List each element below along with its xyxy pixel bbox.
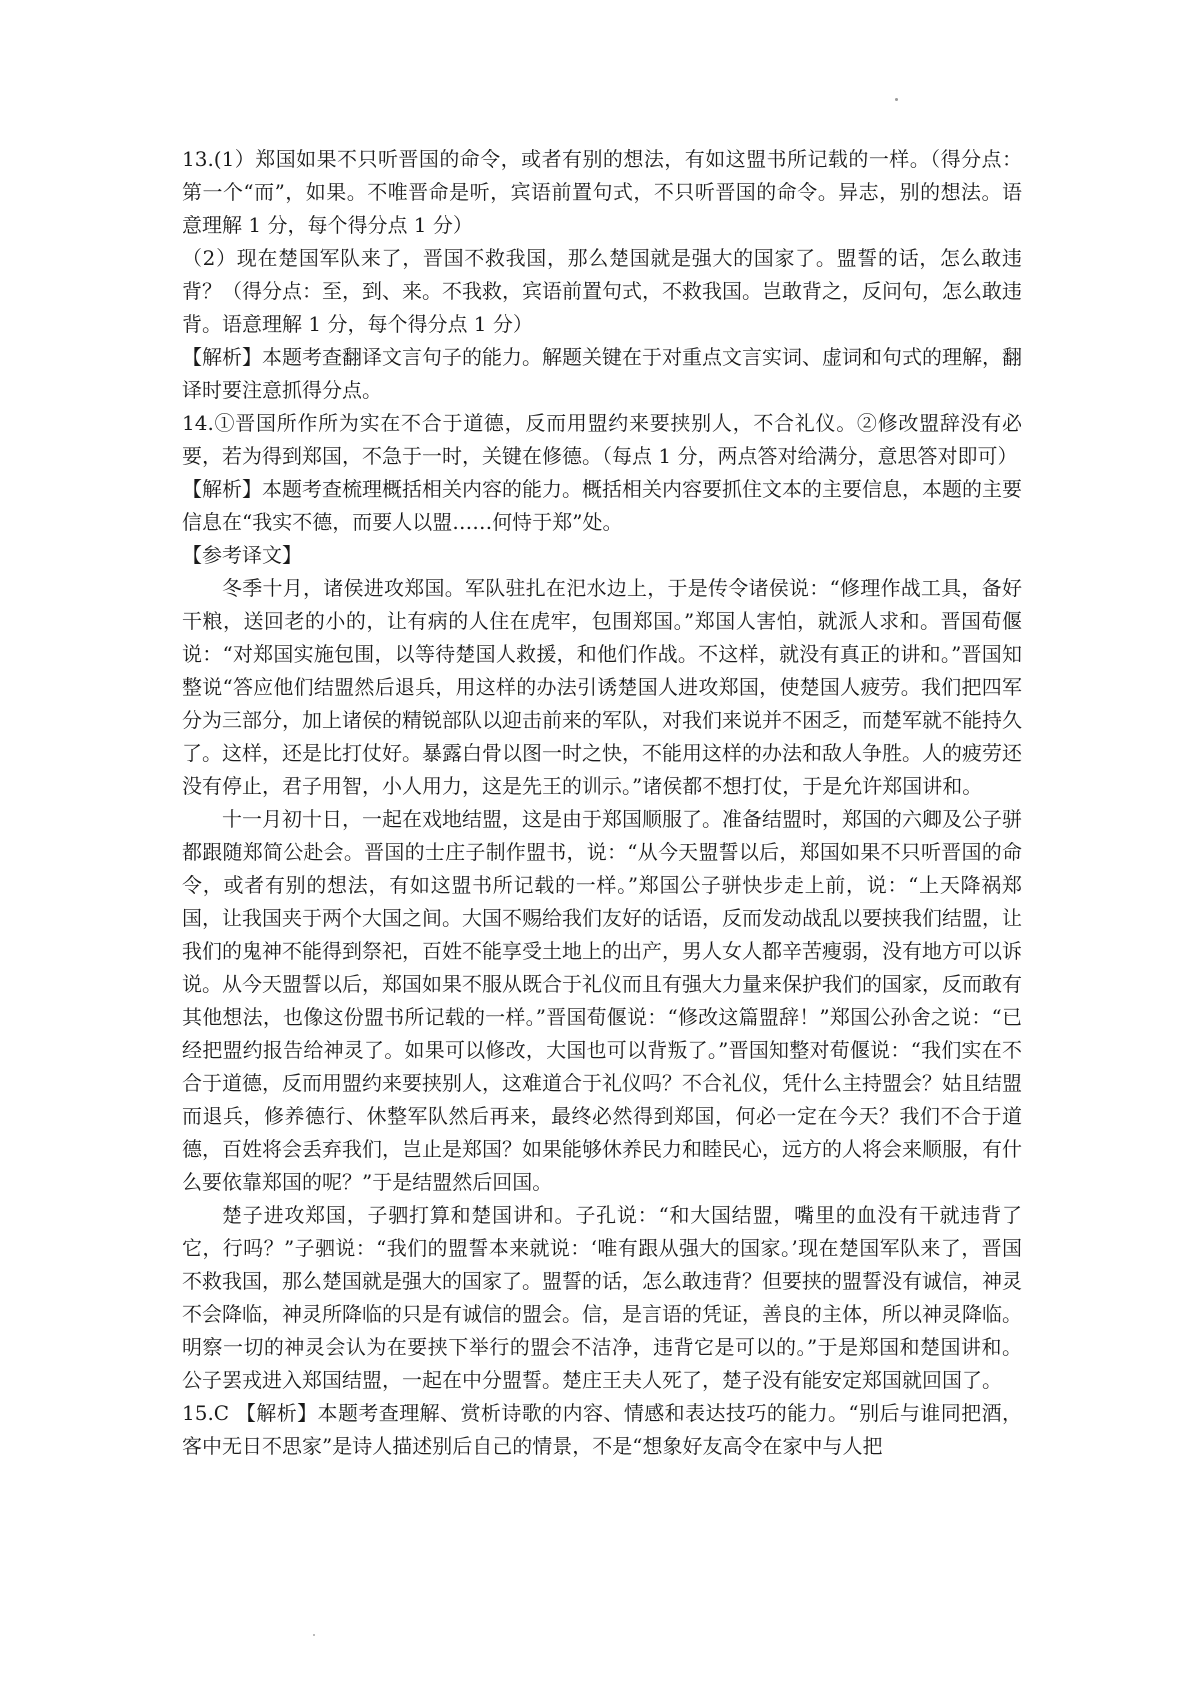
translation-paragraph-3: 楚子进攻郑国，子驷打算和楚国讲和。子孔说：“和大国结盟，嘴里的血没有干就违背了它，行吗？”子驷说：“我们的盟誓本来就说：‘唯有跟从强大的国家。’现在楚国军队来了，晋国不救我国，那么楚国就是强大的国家了。盟誓的话，怎么敢违背？但要挟的盟誓没有诚信，神灵不会降临，神灵所降临的只是有诚信的盟会。信，是言语的凭证，善良的主体，所以神灵降临。明察一切的神灵会认为在要挟下举行的盟会不洁净，违背它是可以的。”于是郑国和楚国讲和。公子罢戎进入郑国结盟，一起在中分盟誓。楚庄王夫人死了，楚子没有能安定郑国就回国了。 <box>182 1203 1022 1392</box>
answer-13-part-2: （2）现在楚国军队来了，晋国不救我国，那么楚国就是强大的国家了。盟誓的话，怎么敢违背？（得分点：至，到、来。不我救，宾语前置句式，不救我国。岂敢背之，反问句，怎么敢违背。语意理解 1 分，每个得分点 1 分） <box>182 246 1022 336</box>
answer-14-analysis: 【解析】本题考查梳理概括相关内容的能力。概括相关内容要抓住文本的主要信息，本题的主要信息在“我实不德，而要人以盟……何恃于郑”处。 <box>182 477 1022 534</box>
reference-translation-heading: 【参考译文】 <box>182 543 302 567</box>
translation-paragraph-2: 十一月初十日，一起在戏地结盟，这是由于郑国顺服了。准备结盟时，郑国的六卿及公子骈都跟随郑简公赴会。晋国的士庄子制作盟书，说：“从今天盟誓以后，郑国如果不只听晋国的命令，或者有别的想法，有如这盟书所记载的一样。”郑国公子骈快步走上前，说：“上天降祸郑国，让我国夹于两个大国之间。大国不赐给我们友好的话语，反而发动战乱以要挟我们结盟，让我们的鬼神不能得到祭祀，百姓不能享受土地上的出产，男人女人都辛苦瘦弱，没有地方可以诉说。从今天盟誓以后，郑国如果不服从既合于礼仪而且有强大力量来保护我们的国家，反而敢有其他想法，也像这份盟书所记载的一样。”晋国荀偃说：“修改这篇盟辞！”郑国公孙舍之说：“已经把盟约报告给神灵了。如果可以修改，大国也可以背叛了。”晋国知整对荀偃说：“我们实在不合于道德，反而用盟约来要挟别人，这难道合于礼仪吗？不合礼仪，凭什么主持盟会？姑且结盟而退兵，修养德行、休整军队然后再来，最终必然得到郑国，何必一定在今天？我们不合于道德，百姓将会丢弃我们，岂止是郑国？如果能够休养民力和睦民心，远方的人将会来顺服，有什么要依靠郑国的呢？”于是结盟然后回国。 <box>182 807 1022 1194</box>
answer-14: 14.①晋国所作所为实在不合于道德，反而用盟约来要挟别人，不合礼仪。②修改盟辞没有必要，若为得到郑国，不急于一时，关键在修德。（每点 1 分，两点答对给满分，意思答对即可） <box>182 411 1022 468</box>
scan-dot-bottom <box>313 1634 315 1636</box>
answer-13-analysis: 【解析】本题考查翻译文言句子的能力。解题关键在于对重点文言实词、虚词和句式的理解，翻译时要注意抓得分点。 <box>182 345 1022 402</box>
scan-dot-top <box>895 98 898 101</box>
document-body <box>182 143 1022 1463</box>
answer-15: 15.C 【解析】本题考查理解、赏析诗歌的内容、情感和表达技巧的能力。“别后与谁同把酒，客中无日不思家”是诗人描述别后自己的情景，不是“想象好友高令在家中与人把 <box>182 1401 1022 1458</box>
translation-paragraph-1: 冬季十月，诸侯进攻郑国。军队驻扎在汜水边上，于是传令诸侯说：“修理作战工具，备好干粮，送回老的小的，让有病的人住在虎牢，包围郑国。”郑国人害怕，就派人求和。晋国荀偃说：“对郑国实施包围，以等待楚国人救援，和他们作战。不这样，就没有真正的讲和。”晋国知整说“答应他们结盟然后退兵，用这样的办法引诱楚国人进攻郑国，使楚国人疲劳。我们把四军分为三部分，加上诸侯的精锐部队以迎击前来的军队，对我们来说并不困乏，而楚军就不能持久了。这样，还是比打仗好。暴露白骨以图一时之快，不能用这样的办法和敌人争胜。人的疲劳还没有停止，君子用智，小人用力，这是先王的训示。”诸侯都不想打仗，于是允许郑国讲和。 <box>182 576 1022 798</box>
answer-13-part-1: 13.(1）郑国如果不只听晋国的命令，或者有别的想法，有如这盟书所记载的一样。（得分点：第一个“而”，如果。不唯晋命是听，宾语前置句式，不只听晋国的命令。异志，别的想法。语意理解 1 分，每个得分点 1 分） <box>182 147 1022 237</box>
